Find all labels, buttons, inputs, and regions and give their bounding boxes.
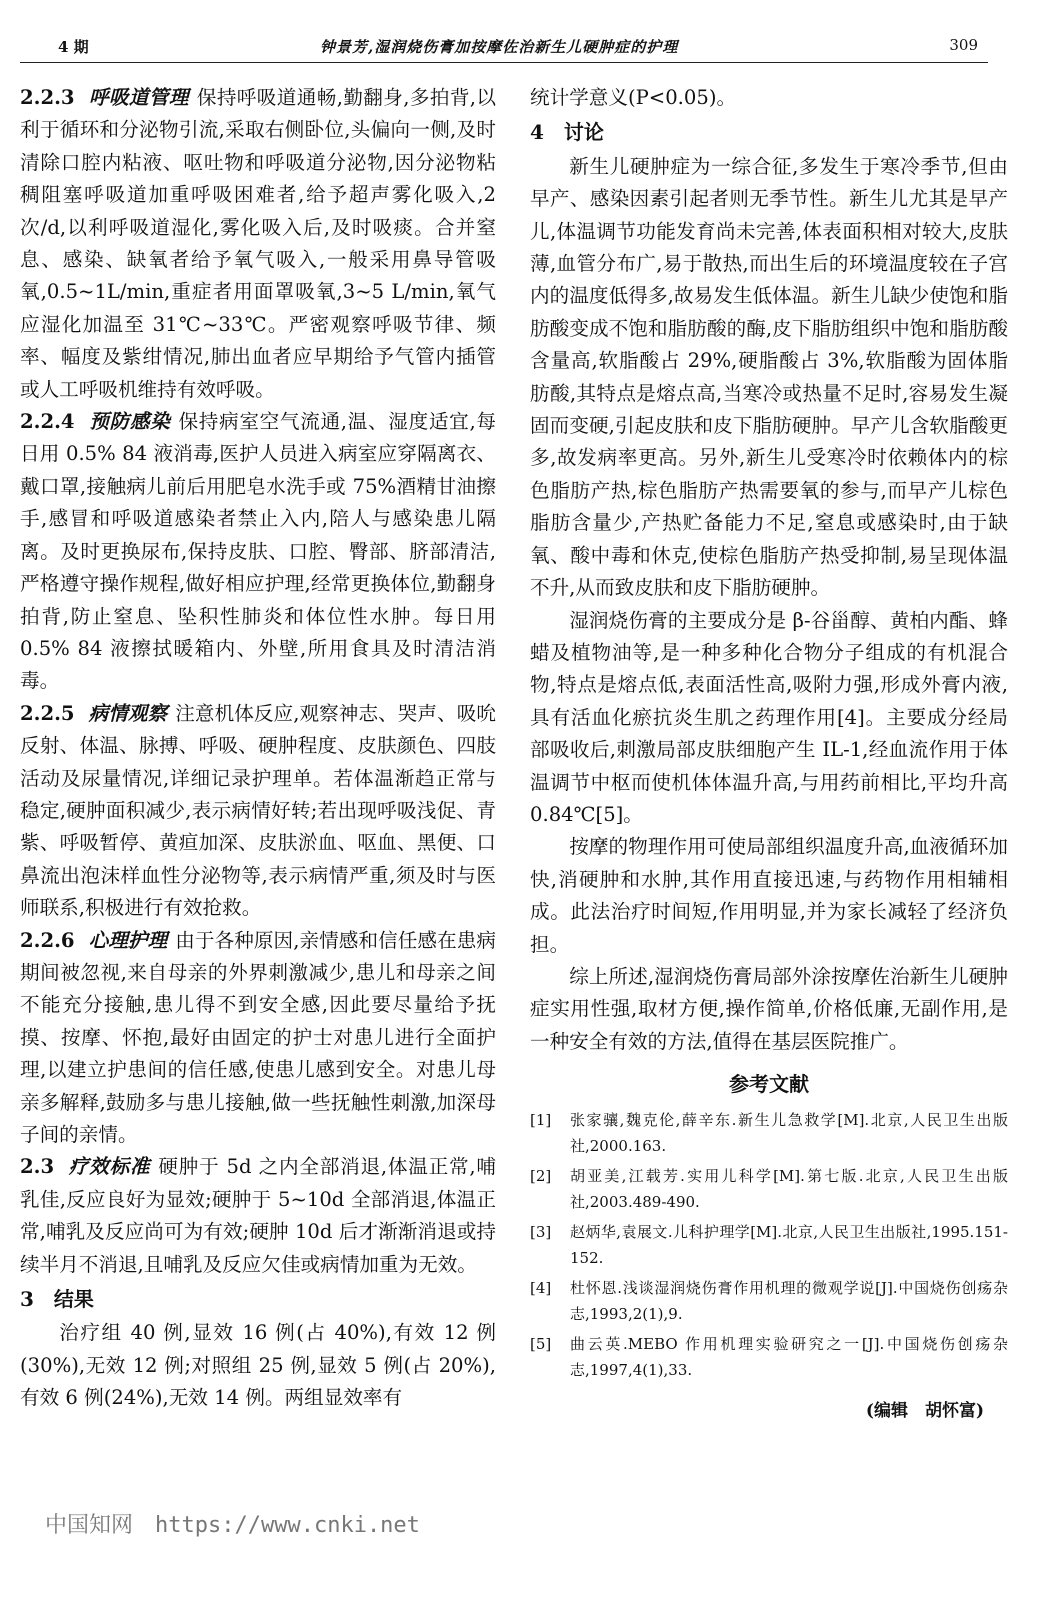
editor-note: (编辑 胡怀富) (865, 1400, 984, 1421)
section-title: 呼吸道管理 (88, 86, 189, 109)
section-3-heading (20, 1283, 496, 1315)
section-2-3 (20, 1151, 496, 1281)
reference-text: 杜怀恩.浅谈湿润烧伤膏作用机理的微观学说[J].中国烧伤创疡杂志,1993,2(1),9. (570, 1278, 1008, 1323)
reference-number: [4] (530, 1278, 552, 1297)
section-2-2-4 (20, 406, 496, 698)
reference-item (530, 1275, 1008, 1327)
reference-text: 曲云英.MEBO 作用机理实验研究之一[J].中国烧伤创疡杂志,1997,4(1),33. (570, 1334, 1008, 1379)
section-body: 注意机体反应,观察神志、哭声、吸吮反射、体温、脉搏、呼吸、硬肿程度、皮肤颜色、四肢活动及尿量情况,详细记录护理单。若体温渐趋正常与稳定,硬肿面积减少,表示病情好转;若出现呼吸浅促、青紫、呼吸暂停、黄疸加深、皮肤淤血、呕血、黑便、口鼻流出泡沫样血性分泌物等,表示病情严重,须及时与医师联系,积极进行有效抢救。 (20, 701, 497, 920)
section-title: 疗效标准 (68, 1155, 151, 1179)
section-body: 保持病室空气流通,温、湿度适宜,每日用 0.5% 84 液消毒,医护人员进入病室应穿隔离衣、戴口罩,接触病儿前后用肥皂水洗手或 75%酒精甘油擦手,感冒和呼吸道感染者禁止入内,陪人与感染患儿隔离。及时更换尿布,保持皮肤、口腔、臀部、脐部清洁,严格遵守操作规程,做好相应护理,经常更换体位,勤翻身拍背,防止窒息、坠积性肺炎和体位性水肿。每日用 0.5% 84 液擦拭暖箱内、外壁,所用食具及时清洁消毒。 (20, 410, 497, 693)
discussion-paragraph-4: 综上所述,湿润烧伤膏局部外涂按摩佐治新生儿硬肿症实用性强,取材方便,操作简单,价格低廉,无副作用,是一种安全有效的方法,值得在基层医院推广。 (530, 964, 1008, 1053)
left-column (20, 82, 496, 1415)
page-number: 309 (949, 36, 978, 54)
section-number: 2.3 (20, 1155, 55, 1179)
section-body: 由于各种原因,亲情感和信任感在患病期间被忽视,来自母亲的外界刺激减少,患儿和母亲之间不能充分接触,患儿得不到安全感,因此要尽量给予抚摸、按摩、怀抱,最好由固定的护士对患儿进行全面护理,以建立护患间的信任感,使患儿感到安全。对患儿母亲多解释,鼓励多与患儿接触,做一些抚触性刺激,加深母子间的亲情。 (20, 928, 497, 1146)
section-title: 病情观察 (88, 701, 168, 725)
watermark-site-name: 中国知网 (45, 1513, 134, 1538)
issue-number: 4 期 (58, 38, 89, 56)
section-title: 预防感染 (88, 410, 171, 434)
reference-number: [3] (530, 1222, 552, 1241)
section-number: 2.2.3 (20, 86, 75, 109)
reference-number: [5] (530, 1334, 552, 1353)
section-number: 2.2.6 (20, 928, 75, 952)
reference-text: 赵炳华,袁展文.儿科护理学[M].北京,人民卫生出版社,1995.151-152. (570, 1222, 1008, 1267)
reference-text: 张家骧,魏克伦,薛辛东.新生儿急救学[M].北京,人民卫生出版社,2000.163. (570, 1110, 1008, 1155)
discussion-paragraph-2: 湿润烧伤膏的主要成分是 β-谷甾醇、黄柏内酯、蜂蜡及植物油等,是一种多种化合物分子组成的有机混合物,特点是熔点低,表面活性高,吸附力强,形成外膏内液,具有活血化瘀抗炎生肌之药理作用[4]。主要成分经局部吸收后,刺激局部皮肤细胞产生 IL-1,经血流作用于体温调节中枢而使机体体温升高,与用药前相比,平均升高 0.84℃[5]。 (530, 608, 1008, 826)
reference-item (530, 1163, 1008, 1215)
running-header (20, 30, 988, 63)
right-column (530, 82, 1008, 1427)
references-heading: 参考文献 (729, 1072, 809, 1097)
section-2-2-5 (20, 698, 496, 925)
watermark-url: https://www.cnki.net (155, 1513, 420, 1538)
section-number: 2.2.4 (20, 410, 75, 434)
reference-item (530, 1331, 1008, 1383)
references-list (530, 1107, 1008, 1383)
section-body: 保持呼吸道通畅,勤翻身,多拍背,以利于循环和分泌物引流,采取右侧卧位,头偏向一侧,及时清除口腔内粘液、呕吐物和呼吸道分泌物,因分泌物粘稠阻塞呼吸道加重呼吸困难者,给予超声雾化吸入,2 次/d,以利呼吸道湿化,雾化吸入后,及时吸痰。合并窒息、感染、缺氧者给予氧气吸入,一般采用鼻导管吸氧,0.5~1L/min,重症者用面罩吸氧,3~5 L/min,氧气应湿化加温至 31℃~33℃。严密观察呼吸节律、频率、幅度及紫绀情况,肺出血者应早期给予气管内插管或人工呼吸机维持有效呼吸。 (20, 86, 497, 401)
running-title: 钟景芳,湿润烧伤膏加按摩佐治新生儿硬肿症的护理 (320, 38, 679, 56)
reference-item (530, 1219, 1008, 1271)
discussion-paragraph-3: 按摩的物理作用可使局部组织温度升高,血液循环加快,消硬肿和水肿,其作用直接迅速,与药物作用相辅相成。此法治疗时间短,作用明显,并为家长减轻了经济负担。 (530, 835, 1008, 956)
section-4-heading (530, 116, 1008, 148)
reference-number: [1] (530, 1110, 552, 1129)
reference-number: [2] (530, 1166, 552, 1185)
section-number: 2.2.5 (20, 701, 75, 725)
continued-text: 统计学意义(P<0.05)。 (530, 86, 737, 109)
section-body: 硬肿于 5d 之内全部消退,体温正常,哺乳佳,反应良好为显效;硬肿于 5~10d 全部消退,体温正常,哺乳及反应尚可为有效;硬肿 10d 后才渐渐消退或持续半月不消退,且哺乳及反应欠佳或病情加重为无效。 (20, 1155, 497, 1276)
cnki-watermark (45, 1508, 420, 1539)
section-title: 讨论 (563, 120, 604, 145)
section-number: 3 (20, 1287, 34, 1312)
section-title: 结果 (53, 1287, 94, 1312)
results-paragraph: 治疗组 40 例,显效 16 例(占 40%),有效 12 例(30%),无效 12 例;对照组 25 例,显效 5 例(占 20%),有效 6 例(24%),无效 14 例。两组显效率有 (20, 1321, 496, 1410)
reference-item (530, 1107, 1008, 1159)
discussion-paragraph-1: 新生儿硬肿症为一综合征,多发生于寒冷季节,但由早产、感染因素引起者则无季节性。新生儿尤其是早产儿,体温调节功能发育尚未完善,体表面积相对较大,皮肤薄,血管分布广,易于散热,而出生后的环境温度较在子宫内的温度低得多,故易发生低体温。新生儿缺少使饱和脂肪酸变成不饱和脂肪酸的酶,皮下脂肪组织中饱和脂肪酸含量高,软脂酸占 29%,硬脂酸占 3%,软脂酸为固体脂肪酸,其特点是熔点高,当寒冷或热量不足时,容易发生凝固而变硬,引起皮肤和皮下脂肪硬肿。早产儿含软脂酸更多,故发病率更高。另外,新生儿受寒冷时依赖体内的棕色脂肪产热,棕色脂肪产热需要氧的参与,而早产儿棕色脂肪含量少,产热贮备能力不足,窒息或感染时,由于缺氧、酸中毒和休克,使棕色脂肪产热受抑制,易呈现体温不升,从而致皮肤和皮下脂肪硬肿。 (530, 154, 1008, 600)
section-title: 心理护理 (88, 928, 168, 952)
reference-text: 胡亚美,江载芳.实用儿科学[M].第七版.北京,人民卫生出版社,2003.489-490. (570, 1166, 1008, 1211)
section-2-2-6 (20, 925, 496, 1152)
section-number: 4 (530, 120, 544, 145)
section-2-2-3 (20, 82, 496, 406)
